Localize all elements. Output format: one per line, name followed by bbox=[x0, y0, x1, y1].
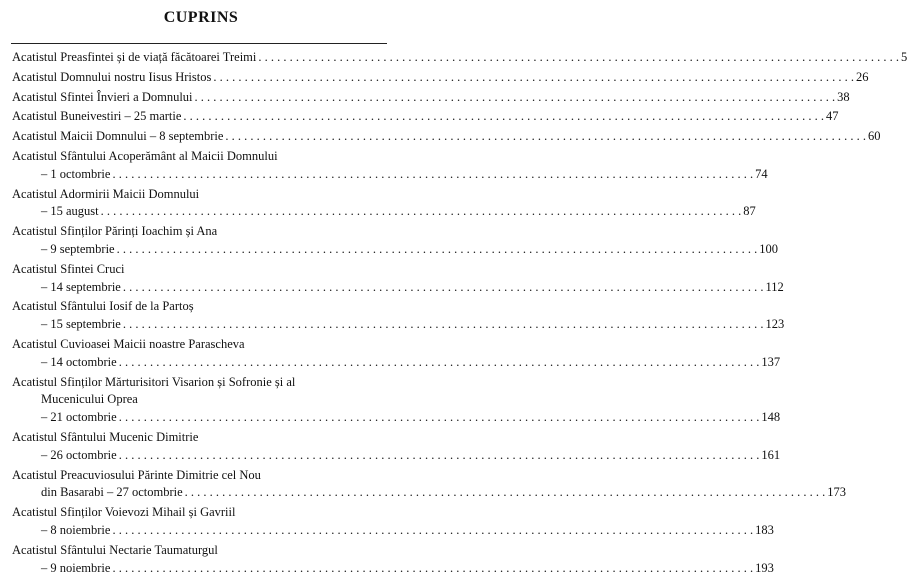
toc-entry[interactable] bbox=[12, 542, 774, 578]
dot-leader bbox=[225, 128, 866, 146]
toc-entry[interactable] bbox=[12, 504, 774, 540]
table-of-contents bbox=[12, 49, 907, 579]
dot-leader bbox=[195, 89, 836, 107]
toc-entry-text: Acatistul Sfintei Cruci bbox=[12, 261, 125, 276]
toc-entry-title-line bbox=[12, 298, 388, 316]
toc-entry-text: – 14 septembrie bbox=[41, 279, 121, 294]
toc-page-number: 137 bbox=[761, 354, 781, 369]
toc-entry[interactable] bbox=[12, 298, 785, 334]
toc-entry-text: Acatistul Adormirii Maicii Domnului bbox=[12, 186, 200, 201]
toc-entry-text: – 15 august bbox=[41, 204, 99, 219]
toc-entry-text: Mucenicului Oprea bbox=[41, 392, 138, 407]
toc-entry-title-line bbox=[12, 429, 388, 447]
toc-page-number: 173 bbox=[827, 485, 847, 500]
toc-entry[interactable] bbox=[12, 336, 781, 372]
toc-entry-text: – 21 octombrie bbox=[41, 410, 117, 425]
dot-leader bbox=[112, 166, 753, 184]
page-title: CUPRINS bbox=[163, 9, 239, 26]
toc-entry-continuation-line bbox=[12, 447, 781, 465]
toc-entry-continuation-line bbox=[12, 560, 774, 578]
toc-entry-text: Acatistul Sfântului Mucenic Dimitrie bbox=[12, 429, 199, 444]
toc-entry-title-line bbox=[12, 467, 388, 485]
toc-entry-text: – 14 octombrie bbox=[41, 354, 117, 369]
toc-entry-continuation-line bbox=[12, 391, 388, 409]
toc-entry-continuation-line bbox=[12, 241, 778, 259]
toc-entry-title-line bbox=[12, 374, 388, 392]
toc-entry-title-line bbox=[12, 148, 388, 166]
toc-entry-title-line bbox=[12, 69, 869, 87]
toc-entry[interactable] bbox=[12, 148, 768, 184]
dot-leader bbox=[112, 560, 753, 578]
toc-entry[interactable] bbox=[12, 69, 869, 87]
toc-entry-continuation-line bbox=[12, 166, 768, 184]
toc-entry-continuation-line bbox=[12, 409, 781, 427]
toc-entry-text: Acatistul Maicii Domnului – 8 septembrie bbox=[12, 129, 224, 144]
dot-leader bbox=[112, 522, 753, 540]
toc-entry[interactable] bbox=[12, 89, 850, 107]
dot-leader bbox=[119, 447, 760, 465]
toc-entry-text: Acatistul Sfântului Acoperământ al Maicii Domnului bbox=[12, 148, 278, 163]
toc-entry-text: Acatistul Sfintei Învieri a Domnului bbox=[12, 89, 193, 104]
toc-entry-text: Acatistul Cuvioasei Maicii noastre Parascheva bbox=[12, 336, 245, 351]
toc-entry-continuation-line bbox=[12, 316, 785, 334]
toc-page-number: 161 bbox=[761, 447, 781, 462]
toc-entry[interactable] bbox=[12, 186, 756, 222]
toc-entry-title-line bbox=[12, 128, 881, 146]
toc-entry[interactable] bbox=[12, 429, 781, 465]
dot-leader bbox=[119, 409, 760, 427]
toc-page-number: 183 bbox=[755, 522, 774, 537]
toc-entry-title-line bbox=[12, 336, 388, 354]
toc-page-number: 38 bbox=[837, 89, 850, 104]
dot-leader bbox=[123, 316, 764, 334]
toc-entry-text: Acatistul Sfântului Iosif de la Partoș bbox=[12, 299, 194, 314]
toc-page-number: 148 bbox=[761, 410, 781, 425]
dot-leader bbox=[258, 49, 899, 67]
toc-page-number: 87 bbox=[743, 204, 756, 219]
dot-leader bbox=[185, 484, 826, 502]
toc-entry-text: din Basarabi – 27 octombrie bbox=[41, 485, 183, 500]
toc-entry-title-line bbox=[12, 108, 839, 126]
toc-entry-text: Acatistul Buneivestiri – 25 martie bbox=[12, 109, 182, 124]
toc-page-number: 123 bbox=[765, 317, 785, 332]
dot-leader bbox=[117, 241, 758, 259]
toc-page-number: 26 bbox=[855, 69, 869, 84]
toc-entry[interactable] bbox=[12, 261, 784, 297]
toc-entry-continuation-line bbox=[12, 522, 774, 540]
toc-entry-continuation-line bbox=[12, 279, 784, 297]
toc-entry-continuation-line bbox=[12, 354, 781, 372]
toc-entry[interactable] bbox=[12, 49, 907, 67]
toc-entry[interactable] bbox=[12, 108, 839, 126]
toc-page-number: 47 bbox=[826, 109, 839, 124]
toc-page-number: 112 bbox=[765, 279, 784, 294]
toc-page-number: 74 bbox=[755, 166, 768, 181]
toc-entry[interactable] bbox=[12, 467, 847, 503]
toc-entry-text: – 9 septembrie bbox=[41, 241, 115, 256]
toc-entry-text: Acatistul Sfinților Mărturisitori Visarion și Sofronie și al bbox=[12, 374, 296, 389]
toc-entry-continuation-line bbox=[12, 484, 847, 502]
dot-leader bbox=[101, 203, 742, 221]
toc-entry-text: Acatistul Sfinților Părinți Ioachim și Ana bbox=[12, 224, 218, 239]
toc-entry-title-line bbox=[12, 89, 850, 107]
toc-entry[interactable] bbox=[12, 374, 781, 427]
toc-page-number: 100 bbox=[759, 241, 778, 256]
toc-entry-text: Acatistul Sfântului Nectarie Taumaturgul bbox=[12, 542, 218, 557]
dot-leader bbox=[119, 354, 760, 372]
toc-entry-text: – 26 octombrie bbox=[41, 447, 117, 462]
toc-entry-text: – 8 noiembrie bbox=[41, 522, 111, 537]
dot-leader bbox=[123, 279, 764, 297]
toc-entry[interactable] bbox=[12, 223, 778, 259]
toc-entry-text: – 9 noiembrie bbox=[41, 560, 111, 575]
toc-entry-continuation-line bbox=[12, 203, 756, 221]
toc-page-number: 193 bbox=[755, 560, 774, 575]
toc-entry-title-line bbox=[12, 504, 388, 522]
toc-entry-title-line bbox=[12, 542, 388, 560]
toc-entry-text: Acatistul Preasfintei și de viață făcătoarei Treimi bbox=[12, 50, 257, 64]
toc-entry-title-line bbox=[12, 186, 388, 204]
toc-entry-text: Acatistul Sfinților Voievozi Mihail și Gavriil bbox=[12, 505, 236, 520]
toc-entry-text: Acatistul Domnului nostru Iisus Hristos bbox=[12, 69, 212, 84]
toc-entry[interactable] bbox=[12, 128, 881, 146]
toc-entry-title-line bbox=[12, 49, 907, 67]
title-divider bbox=[11, 43, 387, 44]
dot-leader bbox=[213, 69, 854, 87]
dot-leader bbox=[183, 108, 824, 126]
toc-entry-text: – 1 octombrie bbox=[41, 166, 111, 181]
toc-entry-text: – 15 septembrie bbox=[41, 317, 121, 332]
toc-page-number: 5 bbox=[901, 50, 907, 64]
toc-entry-title-line bbox=[12, 223, 388, 241]
toc-page-number: 60 bbox=[868, 129, 881, 144]
toc-entry-title-line bbox=[12, 261, 388, 279]
toc-entry-text: Acatistul Preacuviosului Părinte Dimitrie cel Nou bbox=[12, 467, 261, 482]
